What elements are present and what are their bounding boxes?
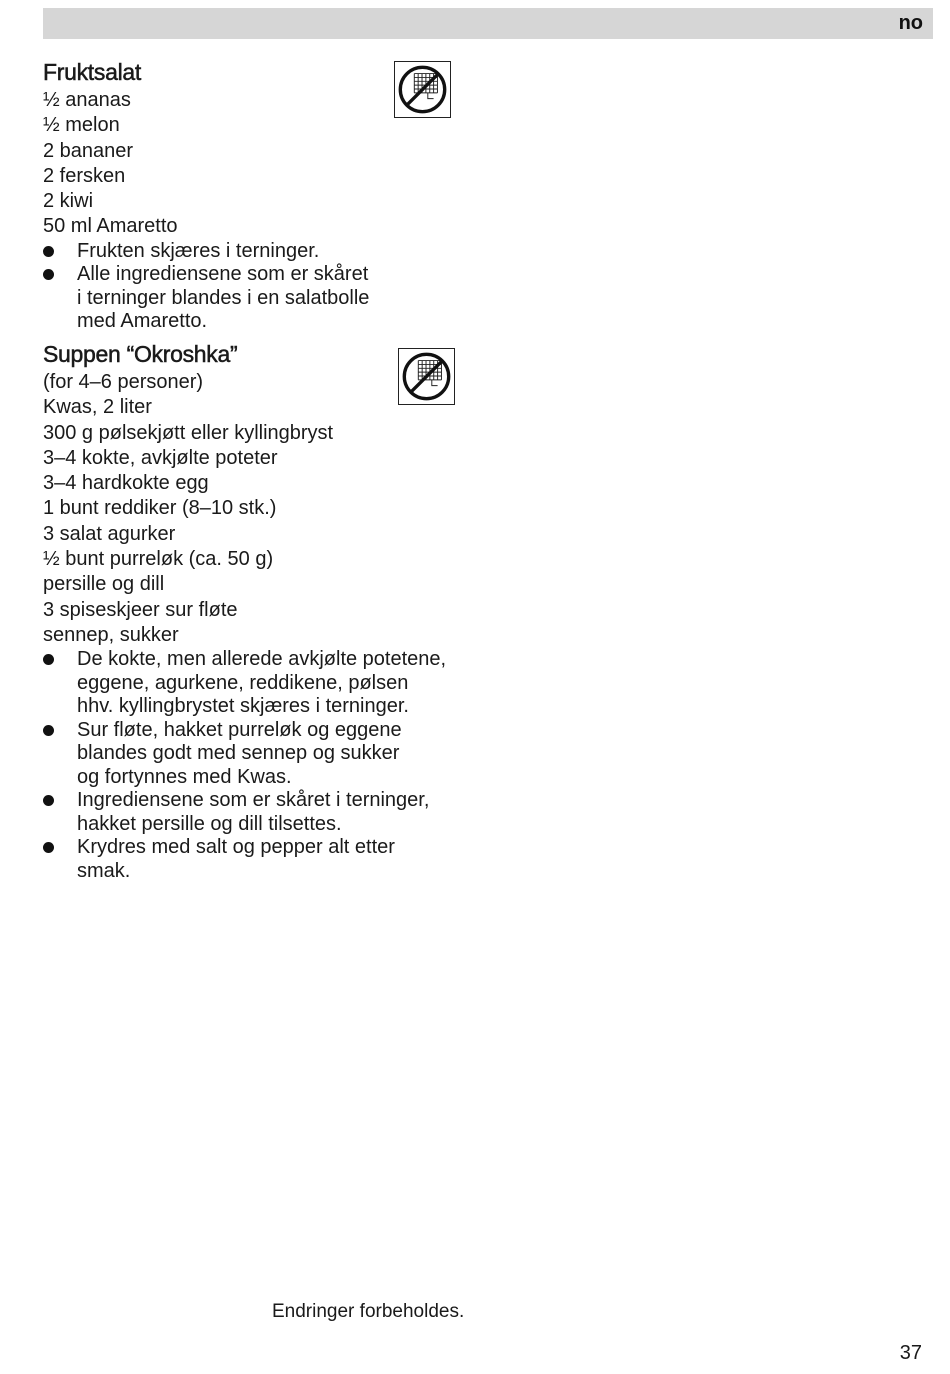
- step-list: [43, 648, 483, 883]
- ingredient-item: 2 kiwi: [43, 190, 94, 213]
- language-code: no: [898, 12, 923, 34]
- page-number: 37: [899, 1342, 922, 1364]
- no-dicing-grid-icon: [398, 348, 455, 405]
- ingredient-item: 3 spiseskjeer sur fløte: [43, 598, 238, 621]
- step-text: De kokte, men allerede avkjølte potetene, eggene, agurkene, reddikene, pølsen hhv. kyllingbrystet skjæres i terninger.: [77, 648, 447, 718]
- bullet-dot-icon: [43, 269, 54, 280]
- ingredient-item: sennep, sukker: [43, 623, 179, 646]
- step-text: Alle ingrediensene som er skåret i terninger blandes i en salatbolle med Amaretto.: [77, 263, 370, 333]
- ingredient-item: Kwas, 2 liter: [43, 396, 152, 419]
- recipe-title: Fruktsalat: [43, 59, 141, 85]
- ingredient-item: 3 salat agurker: [43, 522, 176, 545]
- ingredient-item: 1 bunt reddiker (8–10 stk.): [43, 497, 277, 520]
- ingredient-item: ½ bunt purreløk (ca. 50 g): [43, 548, 274, 571]
- step-item: [43, 789, 483, 836]
- ingredient-item: 2 bananer: [43, 139, 134, 162]
- no-dicing-grid-icon-graphic: [395, 62, 450, 117]
- ingredient-item: ½ melon: [43, 114, 120, 137]
- recipe-title: Suppen “Okroshka”: [43, 341, 238, 367]
- ingredient-item: 3–4 kokte, avkjølte poteter: [43, 446, 278, 469]
- step-list: [43, 240, 483, 334]
- step-text: Sur fløte, hakket purreløk og eggene blandes godt med sennep og sukker og fortynnes med Kwas.: [77, 718, 402, 788]
- ingredient-list: [43, 370, 483, 648]
- step-text: Frukten skjæres i terninger.: [77, 239, 320, 262]
- step-item: [43, 648, 483, 719]
- no-dicing-grid-icon-graphic: [399, 349, 454, 404]
- ingredient-item: persille og dill: [43, 573, 165, 596]
- step-item: [43, 836, 483, 883]
- ingredient-item: 300 g pølsekjøtt eller kyllingbryst: [43, 421, 334, 444]
- step-item: [43, 263, 483, 334]
- no-dicing-grid-icon: [394, 61, 451, 118]
- ingredient-item: ½ ananas: [43, 89, 131, 111]
- ingredient-item: 2 fersken: [43, 164, 126, 187]
- recipe-okroshka: [43, 338, 483, 883]
- ingredient-item: (for 4–6 personer): [43, 371, 204, 393]
- ingredient-item: 3–4 hardkokte egg: [43, 472, 209, 495]
- step-text: Ingrediensene som er skåret i terninger, hakket persille og dill tilsettes.: [77, 789, 430, 835]
- bullet-dot-icon: [43, 795, 54, 806]
- header-bar: [43, 8, 933, 39]
- ingredient-item: 50 ml Amaretto: [43, 215, 178, 238]
- bullet-dot-icon: [43, 654, 54, 665]
- bullet-dot-icon: [43, 842, 54, 853]
- step-item: [43, 719, 483, 790]
- bullet-dot-icon: [43, 725, 54, 736]
- step-text: Krydres med salt og pepper alt etter smak.: [77, 836, 395, 882]
- step-item: [43, 240, 483, 264]
- bullet-dot-icon: [43, 246, 54, 257]
- footer-note: Endringer forbeholdes.: [272, 1301, 465, 1322]
